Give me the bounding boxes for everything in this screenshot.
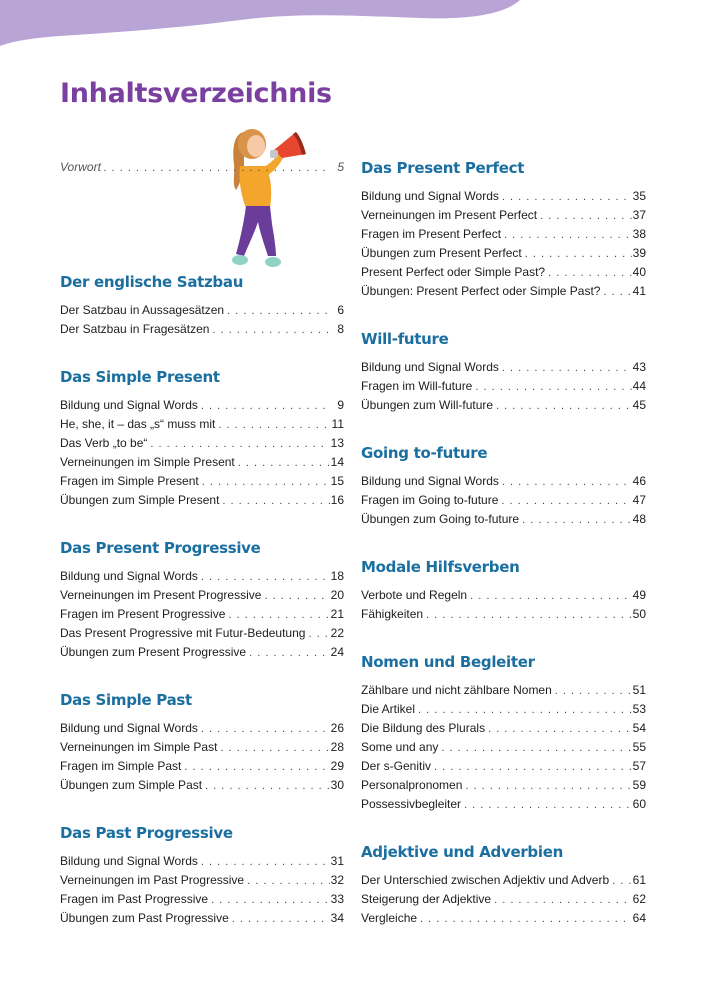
section-entries	[361, 358, 646, 415]
toc-section	[60, 272, 344, 336]
dot-leader	[522, 245, 632, 264]
toc-entry[interactable]	[361, 510, 646, 529]
entry-title: Übungen zum Simple Present	[60, 493, 220, 507]
entry-page: 60	[632, 797, 646, 811]
toc-entry[interactable]	[60, 719, 344, 738]
toc-entry[interactable]	[361, 225, 646, 244]
toc-entry[interactable]	[361, 491, 646, 510]
dot-leader	[198, 397, 330, 416]
dot-leader	[472, 378, 632, 397]
entry-title: Verneinungen im Simple Present	[60, 455, 235, 469]
toc-entry[interactable]	[361, 757, 646, 776]
toc-entry[interactable]	[60, 890, 344, 909]
toc-entry[interactable]	[60, 909, 344, 928]
entry-title: Übungen zum Simple Past	[60, 778, 203, 792]
entry-page: 6	[337, 303, 344, 317]
toc-section	[60, 690, 344, 792]
toc-entry[interactable]	[60, 434, 344, 453]
entry-title: Fragen im Will-future	[361, 379, 473, 393]
entry-title: Verbote und Regeln	[361, 588, 468, 602]
toc-entry[interactable]	[60, 643, 344, 662]
dot-leader	[224, 302, 330, 321]
toc-entry[interactable]	[361, 396, 646, 415]
entry-title: Bildung und Signal Words	[361, 360, 499, 374]
entry-title: Fähigkeiten	[361, 607, 424, 621]
section-title: Das Present Progressive	[60, 539, 261, 557]
vorwort-entry[interactable]	[60, 158, 344, 177]
section-title: Das Simple Past	[60, 691, 192, 709]
entry-page: 54	[632, 721, 646, 735]
entry-title: Übungen zum Past Progressive	[60, 911, 229, 925]
entry-title: Der Satzbau in Aussagesätzen	[60, 303, 225, 317]
toc-entry[interactable]	[361, 890, 646, 909]
entry-page: 22	[330, 626, 344, 640]
toc-entry[interactable]	[361, 206, 646, 225]
entry-page: 57	[632, 759, 646, 773]
entry-page: 26	[330, 721, 344, 735]
entry-page: 18	[330, 569, 344, 583]
dot-leader	[261, 587, 330, 606]
entry-page: 21	[330, 607, 344, 621]
entry-page: 49	[632, 588, 646, 602]
entry-page: 34	[330, 911, 344, 925]
toc-entry[interactable]	[361, 244, 646, 263]
entry-page: 62	[632, 892, 646, 906]
entry-title: Verneinungen im Past Progressive	[60, 873, 245, 887]
dot-leader	[415, 701, 632, 720]
dot-leader	[462, 777, 632, 796]
entry-page: 39	[632, 246, 646, 260]
dot-leader	[609, 872, 632, 891]
entry-page: 51	[632, 683, 646, 697]
section-entries	[361, 586, 646, 624]
toc-entry[interactable]	[361, 187, 646, 206]
toc-entry[interactable]	[60, 158, 344, 177]
entry-page: 9	[337, 398, 344, 412]
entry-title: Bildung und Signal Words	[60, 569, 198, 583]
dot-leader	[600, 283, 632, 302]
toc-entry[interactable]	[60, 415, 344, 434]
entry-title: Das Verb „to be“	[60, 436, 148, 450]
entry-page: 43	[632, 360, 646, 374]
section-entries	[361, 472, 646, 529]
entry-title: Verneinungen im Present Progressive	[60, 588, 262, 602]
section-title: Will-future	[361, 330, 449, 348]
dot-leader	[101, 159, 330, 178]
toc-entry[interactable]	[60, 586, 344, 605]
entry-title: Der Unterschied zwischen Adjektiv und Adverb	[361, 873, 610, 887]
dot-leader	[501, 226, 632, 245]
entry-page: 41	[632, 284, 646, 298]
section-entries	[60, 301, 344, 339]
dot-leader	[235, 454, 330, 473]
entry-page: 53	[632, 702, 646, 716]
entry-title: Bildung und Signal Words	[361, 474, 499, 488]
dot-leader	[467, 587, 632, 606]
entry-page: 48	[632, 512, 646, 526]
toc-entry[interactable]	[361, 681, 646, 700]
dot-leader	[519, 511, 632, 530]
entry-title: Übungen zum Will-future	[361, 398, 494, 412]
dot-leader	[498, 492, 632, 511]
entry-title: Verneinungen im Simple Past	[60, 740, 218, 754]
section-entries	[60, 396, 344, 510]
dot-leader	[417, 910, 632, 929]
section-title: Das Simple Present	[60, 368, 220, 386]
entry-title: Die Artikel	[361, 702, 416, 716]
entry-page: 5	[337, 160, 344, 174]
entry-title: Die Bildung des Plurals	[361, 721, 486, 735]
entry-page: 45	[632, 398, 646, 412]
entry-page: 29	[330, 759, 344, 773]
toc-entry[interactable]	[60, 320, 344, 339]
entry-title: Bildung und Signal Words	[60, 721, 198, 735]
entry-title: Fragen im Present Perfect	[361, 227, 502, 241]
entry-title: Vorwort	[60, 160, 101, 174]
toc-entry[interactable]	[60, 301, 344, 320]
dot-leader	[552, 682, 632, 701]
toc-section	[60, 367, 344, 507]
toc-section	[361, 842, 646, 925]
toc-entry[interactable]	[361, 719, 646, 738]
entry-title: Fragen im Past Progressive	[60, 892, 209, 906]
entry-title: Übungen zum Present Progressive	[60, 645, 247, 659]
dot-leader	[225, 606, 330, 625]
entry-title: Possessivbegleiter	[361, 797, 462, 811]
toc-section	[60, 538, 344, 659]
section-title: Modale Hilfsverben	[361, 558, 520, 576]
header-wave	[0, 0, 707, 50]
entry-title: Verneinungen im Present Perfect	[361, 208, 538, 222]
toc-entry[interactable]	[60, 757, 344, 776]
entry-title: Zählbare und nicht zählbare Nomen	[361, 683, 552, 697]
dot-leader	[493, 397, 632, 416]
entry-title: Vergleiche	[361, 911, 418, 925]
toc-entry[interactable]	[60, 396, 344, 415]
toc-entry[interactable]	[60, 605, 344, 624]
entry-title: He, she, it – das „s“ muss mit	[60, 417, 216, 431]
entry-title: Steigerung der Adjektive	[361, 892, 492, 906]
toc-entry[interactable]	[361, 282, 646, 301]
toc-entry[interactable]	[60, 567, 344, 586]
entry-page: 16	[330, 493, 344, 507]
entry-title: Der Satzbau in Fragesätzen	[60, 322, 210, 336]
toc-entry[interactable]	[60, 738, 344, 757]
section-title: Das Present Perfect	[361, 159, 525, 177]
entry-page: 24	[330, 645, 344, 659]
toc-section	[361, 329, 646, 412]
toc-entry[interactable]	[60, 852, 344, 871]
entry-page: 11	[331, 417, 344, 431]
entry-page: 8	[337, 322, 344, 336]
dot-leader	[202, 777, 330, 796]
entry-page: 20	[330, 588, 344, 602]
dot-leader	[208, 891, 330, 910]
dot-leader	[491, 891, 632, 910]
entry-title: Fragen im Present Progressive	[60, 607, 226, 621]
toc-entry[interactable]	[361, 263, 646, 282]
section-entries	[361, 681, 646, 814]
entry-page: 55	[632, 740, 646, 754]
dot-leader	[209, 321, 330, 340]
entry-title: Fragen im Simple Past	[60, 759, 182, 773]
dot-leader	[198, 720, 330, 739]
page-title: Inhaltsverzeichnis	[60, 78, 332, 109]
entry-title: Some und any	[361, 740, 439, 754]
dot-leader	[485, 720, 632, 739]
entry-page: 40	[632, 265, 646, 279]
entry-page: 46	[632, 474, 646, 488]
toc-entry[interactable]	[60, 776, 344, 795]
toc-section	[361, 557, 646, 621]
dot-leader	[244, 872, 330, 891]
toc-entry[interactable]	[361, 795, 646, 814]
entry-page: 37	[632, 208, 646, 222]
entry-title: Übungen: Present Perfect oder Simple Past?	[361, 284, 601, 298]
toc-section	[361, 652, 646, 811]
section-title: Das Past Progressive	[60, 824, 233, 842]
dot-leader	[431, 758, 632, 777]
entry-title: Fragen im Simple Present	[60, 474, 199, 488]
entry-title: Übungen zum Going to-future	[361, 512, 520, 526]
toc-entry[interactable]	[361, 776, 646, 795]
toc-entry[interactable]	[60, 624, 344, 643]
girl-with-megaphone-icon	[226, 124, 308, 274]
dot-leader	[305, 625, 330, 644]
dot-leader	[198, 568, 330, 587]
toc-entry[interactable]	[361, 738, 646, 757]
entry-page: 31	[330, 854, 344, 868]
toc-entry[interactable]	[60, 472, 344, 491]
entry-page: 32	[330, 873, 344, 887]
toc-entry[interactable]	[361, 700, 646, 719]
entry-title: Bildung und Signal Words	[60, 854, 198, 868]
entry-page: 59	[632, 778, 646, 792]
section-entries	[60, 567, 344, 662]
entry-page: 13	[330, 436, 344, 450]
dot-leader	[499, 473, 632, 492]
toc-entry[interactable]	[60, 491, 344, 510]
dot-leader	[198, 853, 330, 872]
entry-page: 64	[632, 911, 646, 925]
section-entries	[60, 719, 344, 795]
dot-leader	[199, 473, 330, 492]
entry-title: Bildung und Signal Words	[361, 189, 499, 203]
dot-leader	[545, 264, 632, 283]
toc-section	[60, 823, 344, 925]
entry-page: 30	[330, 778, 344, 792]
entry-page: 28	[330, 740, 344, 754]
entry-page: 61	[632, 873, 646, 887]
dot-leader	[181, 758, 330, 777]
toc-entry[interactable]	[361, 871, 646, 890]
dot-leader	[219, 492, 330, 511]
entry-page: 50	[632, 607, 646, 621]
dot-leader	[147, 435, 330, 454]
entry-title: Das Present Progressive mit Futur-Bedeutung	[60, 626, 306, 640]
entry-page: 35	[632, 189, 646, 203]
section-title: Der englische Satzbau	[60, 273, 244, 291]
entry-page: 44	[632, 379, 646, 393]
toc-section	[361, 158, 646, 298]
entry-page: 38	[632, 227, 646, 241]
dot-leader	[537, 207, 632, 226]
dot-leader	[229, 910, 330, 929]
toc-entry[interactable]	[361, 586, 646, 605]
entry-title: Present Perfect oder Simple Past?	[361, 265, 546, 279]
entry-page: 33	[330, 892, 344, 906]
dot-leader	[461, 796, 632, 815]
entry-title: Personalpronomen	[361, 778, 463, 792]
dot-leader	[438, 739, 632, 758]
toc-entry[interactable]	[60, 871, 344, 890]
toc-entry[interactable]	[361, 358, 646, 377]
section-title: Going to-future	[361, 444, 488, 462]
dot-leader	[217, 739, 330, 758]
entry-title: Übungen zum Present Perfect	[361, 246, 522, 260]
section-entries	[60, 852, 344, 928]
toc-entry[interactable]	[361, 909, 646, 928]
entry-title: Der s-Genitiv	[361, 759, 432, 773]
toc-entry[interactable]	[361, 472, 646, 491]
section-title: Nomen und Begleiter	[361, 653, 535, 671]
toc-entry[interactable]	[361, 377, 646, 396]
entry-page: 47	[632, 493, 646, 507]
entry-page: 15	[330, 474, 344, 488]
toc-section	[361, 443, 646, 526]
entry-title: Bildung und Signal Words	[60, 398, 198, 412]
dot-leader	[499, 359, 632, 378]
dot-leader	[423, 606, 632, 625]
dot-leader	[246, 644, 330, 663]
entry-page: 14	[330, 455, 344, 469]
section-entries	[361, 871, 646, 928]
section-title: Adjektive und Adverbien	[361, 843, 563, 861]
dot-leader	[215, 416, 330, 435]
section-entries	[361, 187, 646, 301]
entry-title: Fragen im Going to-future	[361, 493, 499, 507]
dot-leader	[499, 188, 632, 207]
toc-entry[interactable]	[60, 453, 344, 472]
toc-entry[interactable]	[361, 605, 646, 624]
